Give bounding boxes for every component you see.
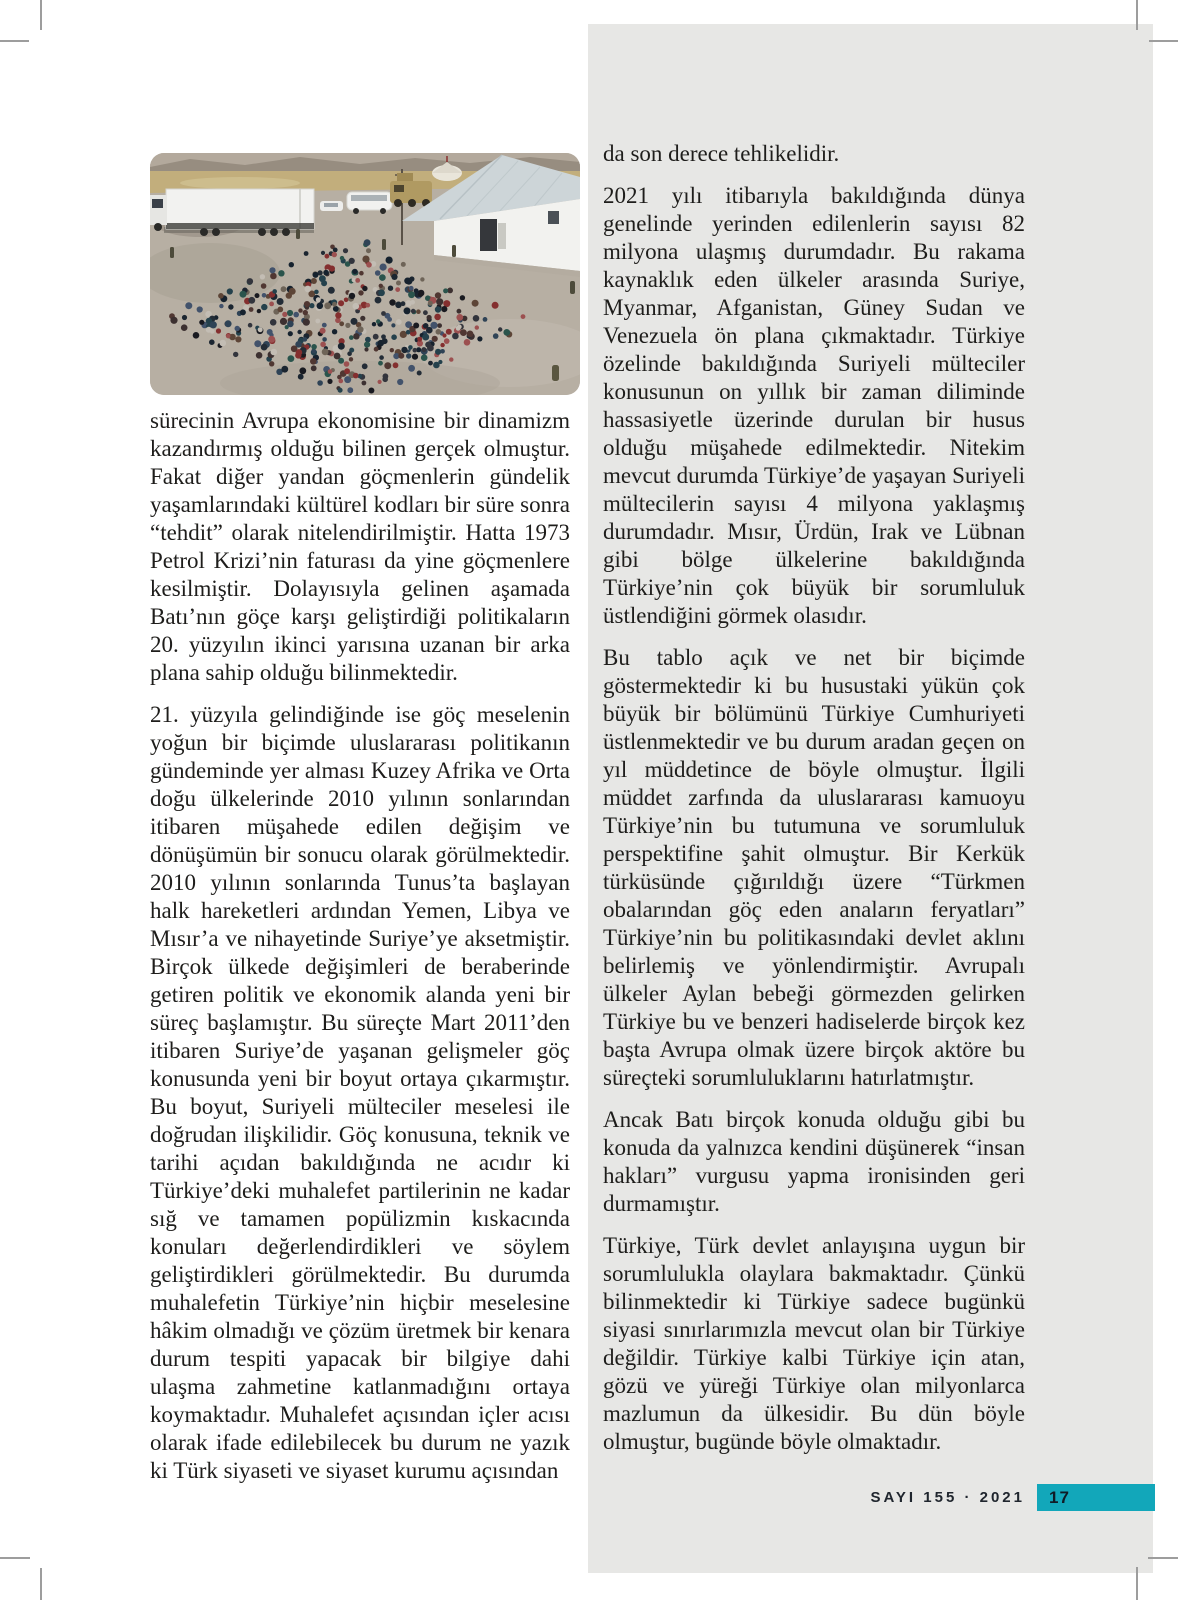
crop-mark-top-left-vertical	[40, 0, 42, 30]
crop-mark-bottom-left-horizontal	[0, 1557, 30, 1559]
crop-mark-bottom-left-vertical	[40, 1568, 42, 1600]
article-photo	[150, 153, 580, 395]
body-paragraph: 21. yüzyıla gelindiğinde ise göç meselenin yoğun bir biçimde uluslararası politikanın gündeminde yer alması Kuzey Afrika ve Orta doğu ülkelerinde 2010 yılının sonlarından itibaren müşahede edilen değişim ve dönüşümün bir sonucu olarak görülmektedir. 2010 yılının sonlarında Tunus’ta başlayan halk hareketleri ardından Yemen, Libya ve Mısır’a ve nihayetinde Suriye’ye aksetmiştir. Birçok ülkede değişimleri de beraberinde getiren politik ve ekonomik alanda yeni bir süreç başlamıştır. Bu süreçte Mart 2011’den itibaren Suriye’de yaşanan gelişmeler göç konusunda yeni bir boyut ortaya çıkarmıştır. Bu boyut, Suriyeli mülteciler meselesi ile doğrudan ilişkilidir. Göç konusuna, teknik ve tarihi açıdan bakıldığında ne acıdır ki Türkiye’deki muhalefet partilerinin ne kadar sığ ve tamamen popülizmin kıskacında konuları değerlendirdikleri ve söylem geliştirdikleri görülmektedir. Bu durumda muhalefetin Türkiye’nin hiçbir meselesine hâkim olmadığı ve çözüm üretmek bir kenara durum tespiti yapacak bir bilgiye dahi ulaşma zahmetine katlanmadığını ortaya koymaktadır. Muhalefet açısından içler acısı olarak ifade edilebilecek bu durum ne yazık ki Türk siyaseti ve siyaset kurumu açısından	[150, 702, 570, 1483]
right-text-column	[603, 140, 1025, 1470]
body-paragraph: Bu tablo açık ve net bir biçimde göstermektedir ki bu husustaki yükün çok büyük bir bölümünü Türkiye Cumhuriyeti üstlenmektedir ve bu durum aradan geçen on yıl müddetince de böyle olmuştur. İlgili müddet zarfında da uluslararası kamuoyu Türkiye’nin bu tutumuna ve sorumluluk perspektifine şahit olmuştur. Bir Kerkük türküsünde çığırıldığı üzere “Türkmen obalarından göç eden anaların feryatları” Türkiye’nin bu politikasındaki devlet aklını belirlemiş ve yönlendirmiştir. Avrupalı ülkeler Aylan bebeği görmezden gelirken Türkiye bu ve benzeri hadiselerde birçok kez başta Avrupa olmak üzere birçok aktöre bu süreçteki sorumluluklarını hatırlatmıştır.	[603, 645, 1025, 1090]
body-paragraph: Türkiye, Türk devlet anlayışına uygun bir sorumlulukla olaylara bakmaktadır. Çünkü bilinmektedir ki Türkiye sadece bugünkü siyasi sınırlarımızla mevcut olan bir Türkiye değildir. Türkiye kalbi Türkiye için atan, gözü ve yüreği Türkiye olan milyonlarca mazlumun da ülkesidir. Bu dün böyle olmuştur, bugünde böyle olmaktadır.	[603, 1233, 1025, 1454]
crop-mark-bottom-right-vertical	[1136, 1567, 1138, 1600]
truck-illustration	[150, 189, 314, 236]
body-paragraph: Ancak Batı birçok konuda olduğu gibi bu konuda da yalnızca kendini düşünerek “insan hakları” vurgusu yapma ironisinden geri durmamıştır.	[603, 1107, 1025, 1216]
crop-mark-top-right-vertical	[1136, 0, 1138, 30]
page-number: 17	[1049, 1488, 1070, 1507]
issue-label: SAYI 155 · 2021	[870, 1489, 1025, 1506]
crop-mark-bottom-right-horizontal	[1148, 1557, 1178, 1559]
crop-mark-top-left-horizontal	[0, 40, 29, 42]
left-text-column	[150, 407, 570, 1499]
body-paragraph: sürecinin Avrupa ekonomisine bir dinamizm kazandırmış olduğu bilinen gerçek olmuştur. Fakat diğer yandan göçmenlerin gündelik yaşamlarındaki kültürel kodları bir süre sonra “tehdit” olarak nitelendirilmiştir. Hatta 1973 Petrol Krizi’nin faturası da yine göçmenlere kesilmiştir. Dolayısıyla gelinen aşamada Batı’nın göçe karşı geliştirdiği politikaların 20. yüzyılın ikinci yarısına uzanan bir arka plana sahip olduğu bilinmektedir.	[150, 408, 570, 685]
car-illustration	[320, 201, 343, 211]
body-paragraph: da son derece tehlikelidir.	[603, 141, 840, 166]
page-number-badge	[1037, 1484, 1155, 1511]
crop-mark-top-right-horizontal	[1149, 40, 1178, 42]
body-paragraph: 2021 yılı itibarıyla bakıldığında dünya genelinde yerinden edilenlerin sayısı 82 milyona ulaşmış durumdadır. Bu rakama kaynaklık eden ülkeler arasında Suriye, Myanmar, Afganistan, Güney Sudan ve Venezuela ön plana çıkmaktadır. Türkiye özelinde bakıldığında Suriyeli mülteciler konusunun on yıllık bir zaman diliminde hassasiyetle üzerinde durulan bir husus olduğu müşahede edilmektedir. Nitekim mevcut durumda Türkiye’de yaşayan Suriyeli mültecilerin sayısı 4 milyona yaklaşmış durumdadır. Mısır, Ürdün, Irak ve Lübnan gibi bölge ülkelerine bakıldığında Türkiye’nin çok büyük bir sorumluluk üstlendiğini görmek olasıdır.	[603, 183, 1025, 628]
